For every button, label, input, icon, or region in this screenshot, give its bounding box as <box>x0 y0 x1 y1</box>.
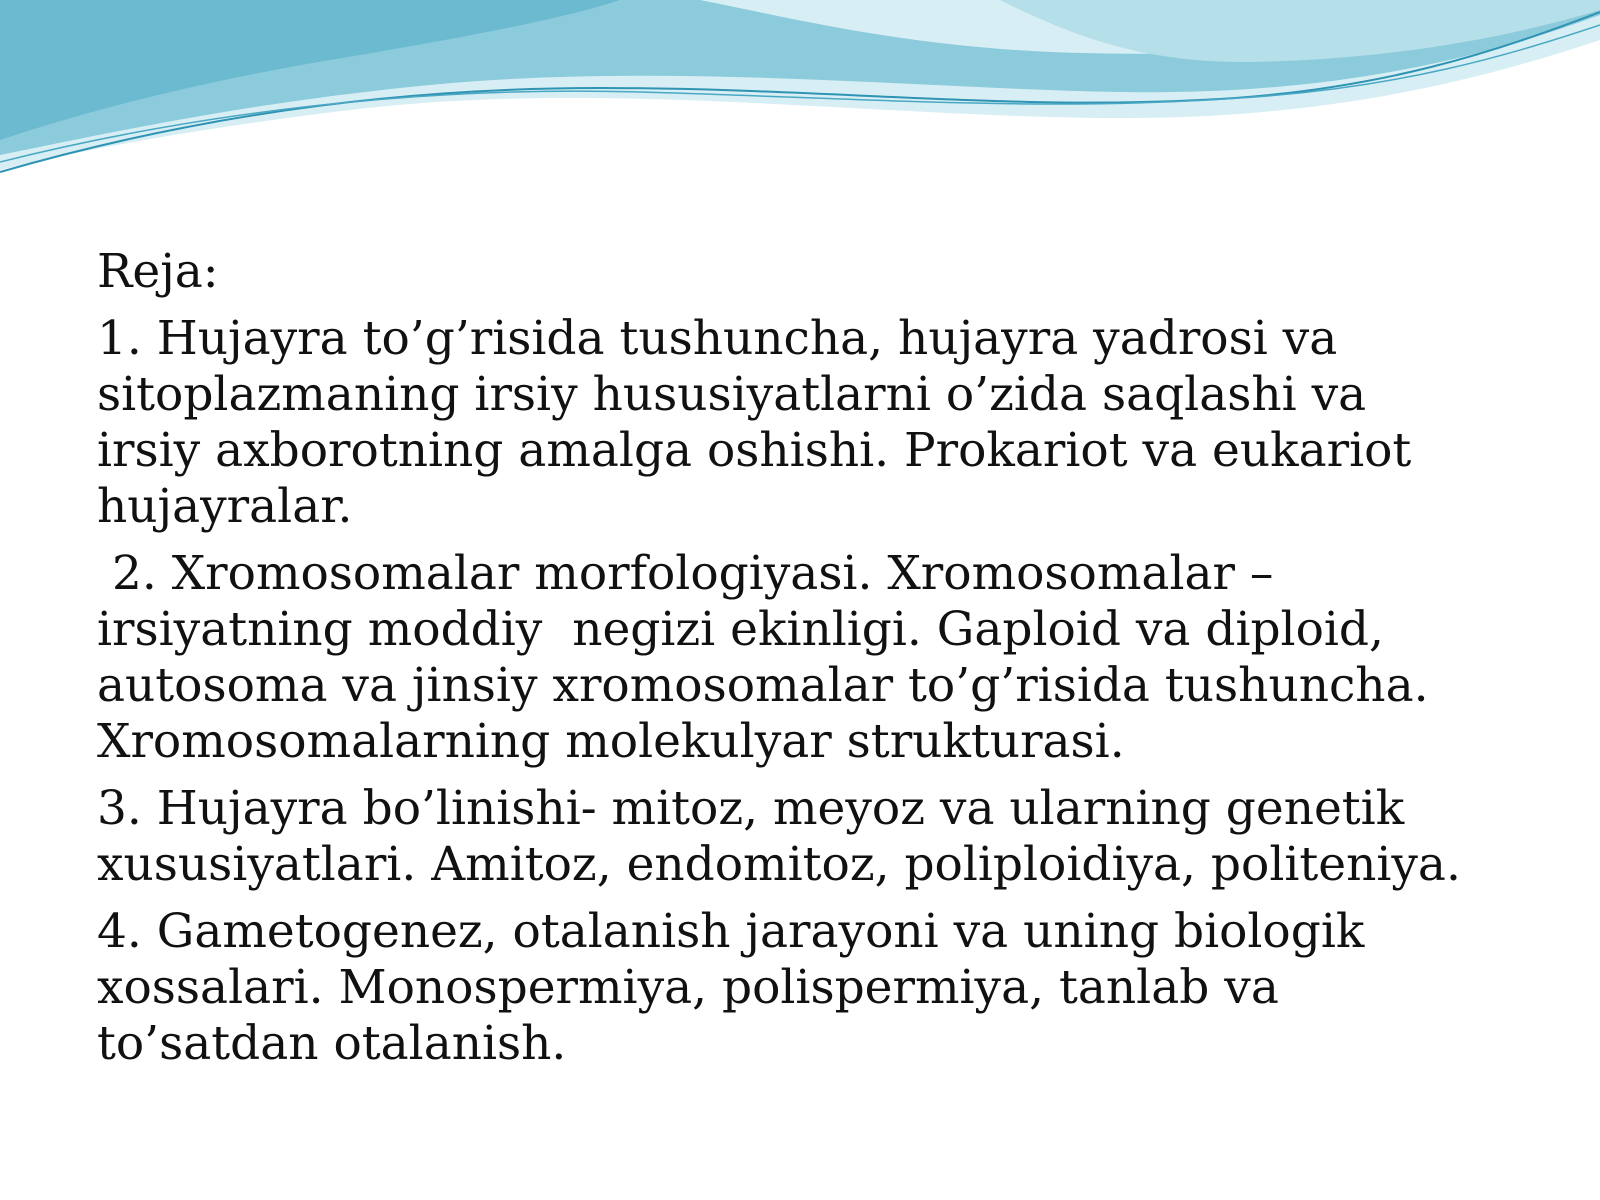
slide-content <box>97 244 1537 1083</box>
list-item-4 <box>97 904 1537 1072</box>
list-item-1-line-1: 1. Hujayra to’g’risida tushuncha, hujayra yadrosi va <box>97 311 1338 366</box>
slide-heading <box>97 244 1537 300</box>
decorative-wave-header <box>0 0 1600 200</box>
heading-text: Reja: <box>97 244 219 299</box>
list-item-4-line-3: to’satdan otalanish. <box>97 1016 567 1071</box>
list-item-2-line-3: autosoma va jinsiy xromosomalar to’g’risida tushuncha. <box>97 658 1429 713</box>
list-item-1-line-3: irsiy axborotning amalga oshishi. Prokariot va eukariot <box>97 423 1412 478</box>
list-item-2-line-1: 2. Xromosomalar morfologiyasi. Xromosomalar – <box>97 546 1274 601</box>
list-item-3 <box>97 781 1537 893</box>
list-item-1-line-2: sitoplazmaning irsiy hususiyatlarni o’zida saqlashi va <box>97 367 1367 422</box>
list-item-2-line-4: Xromosomalarning molekulyar strukturasi. <box>97 714 1125 769</box>
list-item-4-line-1: 4. Gametogenez, otalanish jarayoni va uning biologik <box>97 904 1365 959</box>
list-item-4-line-2: xossalari. Monospermiya, polispermiya, tanlab va <box>97 960 1279 1015</box>
list-item-1-line-4: hujayralar. <box>97 479 353 534</box>
list-item-1 <box>97 311 1537 535</box>
list-item-3-line-2: xususiyatlari. Amitoz, endomitoz, poliploidiya, politeniya. <box>97 837 1461 892</box>
list-item-3-line-1: 3. Hujayra bo’linishi- mitoz, meyoz va ularning genetik <box>97 781 1405 836</box>
list-item-2 <box>97 546 1537 770</box>
list-item-2-line-2: irsiyatning moddiy negizi ekinligi. Gaploid va diploid, <box>97 602 1384 657</box>
